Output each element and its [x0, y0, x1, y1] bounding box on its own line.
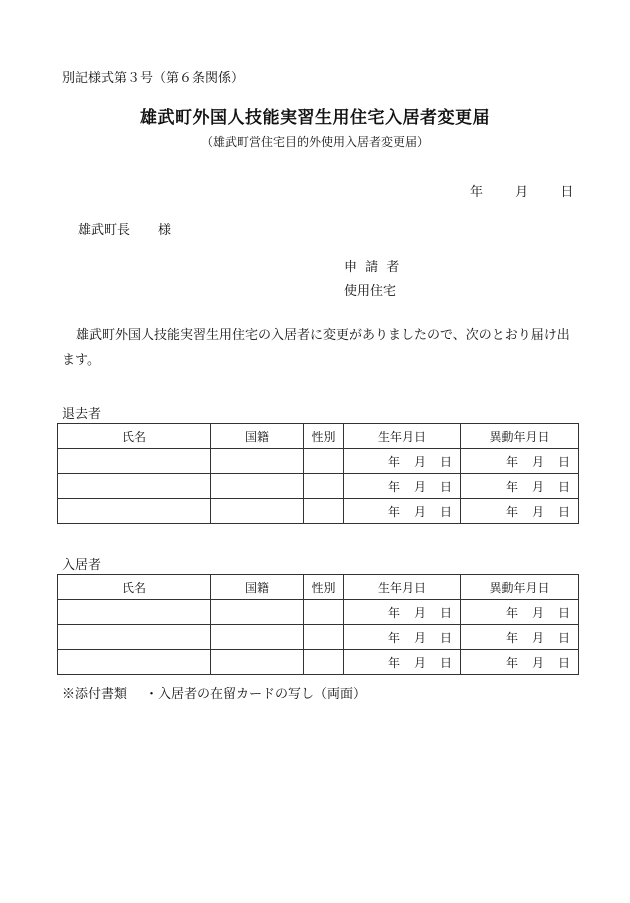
birthdate-cell[interactable]: 年 月 日: [344, 650, 461, 675]
body-text: 雄武町外国人技能実習生用住宅の入居者に変更がありましたので、次のとおり届け出ます。: [62, 328, 570, 368]
attachments-note: [62, 683, 366, 702]
table-row: [58, 650, 579, 675]
change-date-cell[interactable]: 年 月 日: [461, 650, 579, 675]
birthdate-cell[interactable]: 年 月 日: [344, 474, 461, 499]
column-header-change-date: 異動年月日: [461, 424, 579, 449]
nationality-cell[interactable]: [211, 625, 304, 650]
column-header-name: 氏名: [58, 575, 211, 600]
table-row: [58, 600, 579, 625]
departed-table: [57, 423, 579, 524]
attachments-item: ・入居者の在留カードの写し（両面）: [145, 687, 367, 702]
nationality-cell[interactable]: [211, 449, 304, 474]
table-header-row: [58, 575, 579, 600]
column-header-birthdate: 生年月日: [344, 575, 461, 600]
column-header-change-date: 異動年月日: [461, 575, 579, 600]
name-cell[interactable]: [58, 474, 211, 499]
month-label: 月: [515, 185, 529, 200]
column-header-birthdate: 生年月日: [344, 424, 461, 449]
nationality-cell[interactable]: [211, 600, 304, 625]
table-header-row: [58, 424, 579, 449]
submission-date: [470, 181, 573, 200]
sex-cell[interactable]: [304, 474, 344, 499]
addressee-honorific: 様: [158, 223, 172, 238]
birthdate-cell[interactable]: 年 月 日: [344, 625, 461, 650]
applicant-label: 申 請 者: [344, 260, 402, 275]
birthdate-cell[interactable]: 年 月 日: [344, 499, 461, 524]
form-reference: 別記様式第３号（第６条関係）: [62, 71, 245, 86]
departed-section-label: 退去者: [62, 407, 102, 422]
birthdate-cell[interactable]: 年 月 日: [344, 600, 461, 625]
name-cell[interactable]: [58, 499, 211, 524]
nationality-cell[interactable]: [211, 499, 304, 524]
addressee: [78, 219, 171, 238]
name-cell[interactable]: [58, 600, 211, 625]
table-row: [58, 625, 579, 650]
nationality-cell[interactable]: [211, 650, 304, 675]
sex-cell[interactable]: [304, 449, 344, 474]
day-label: 日: [560, 185, 574, 200]
sex-cell[interactable]: [304, 600, 344, 625]
table-row: [58, 449, 579, 474]
name-cell[interactable]: [58, 449, 211, 474]
sex-cell[interactable]: [304, 625, 344, 650]
column-header-nationality: 国籍: [211, 575, 304, 600]
column-header-sex: 性別: [304, 424, 344, 449]
table-row: [58, 499, 579, 524]
name-cell[interactable]: [58, 625, 211, 650]
name-cell[interactable]: [58, 650, 211, 675]
change-date-cell[interactable]: 年 月 日: [461, 600, 579, 625]
column-header-name: 氏名: [58, 424, 211, 449]
attachments-label: ※添付書類: [62, 687, 128, 702]
change-date-cell[interactable]: 年 月 日: [461, 449, 579, 474]
moved-in-section-label: 入居者: [62, 558, 102, 573]
document-title: 雄武町外国人技能実習生用住宅入居者変更届: [140, 108, 490, 128]
table-row: [58, 474, 579, 499]
sex-cell[interactable]: [304, 499, 344, 524]
document-subtitle: （雄武町営住宅目的外使用入居者変更届）: [200, 135, 429, 149]
column-header-nationality: 国籍: [211, 424, 304, 449]
sex-cell[interactable]: [304, 650, 344, 675]
change-date-cell[interactable]: 年 月 日: [461, 474, 579, 499]
change-date-cell[interactable]: 年 月 日: [461, 499, 579, 524]
nationality-cell[interactable]: [211, 474, 304, 499]
addressee-name: 雄武町長: [78, 223, 131, 238]
change-date-cell[interactable]: 年 月 日: [461, 625, 579, 650]
birthdate-cell[interactable]: 年 月 日: [344, 449, 461, 474]
dwelling-label: 使用住宅: [344, 284, 397, 299]
year-label: 年: [470, 185, 484, 200]
column-header-sex: 性別: [304, 575, 344, 600]
moved-in-table: [57, 574, 579, 675]
